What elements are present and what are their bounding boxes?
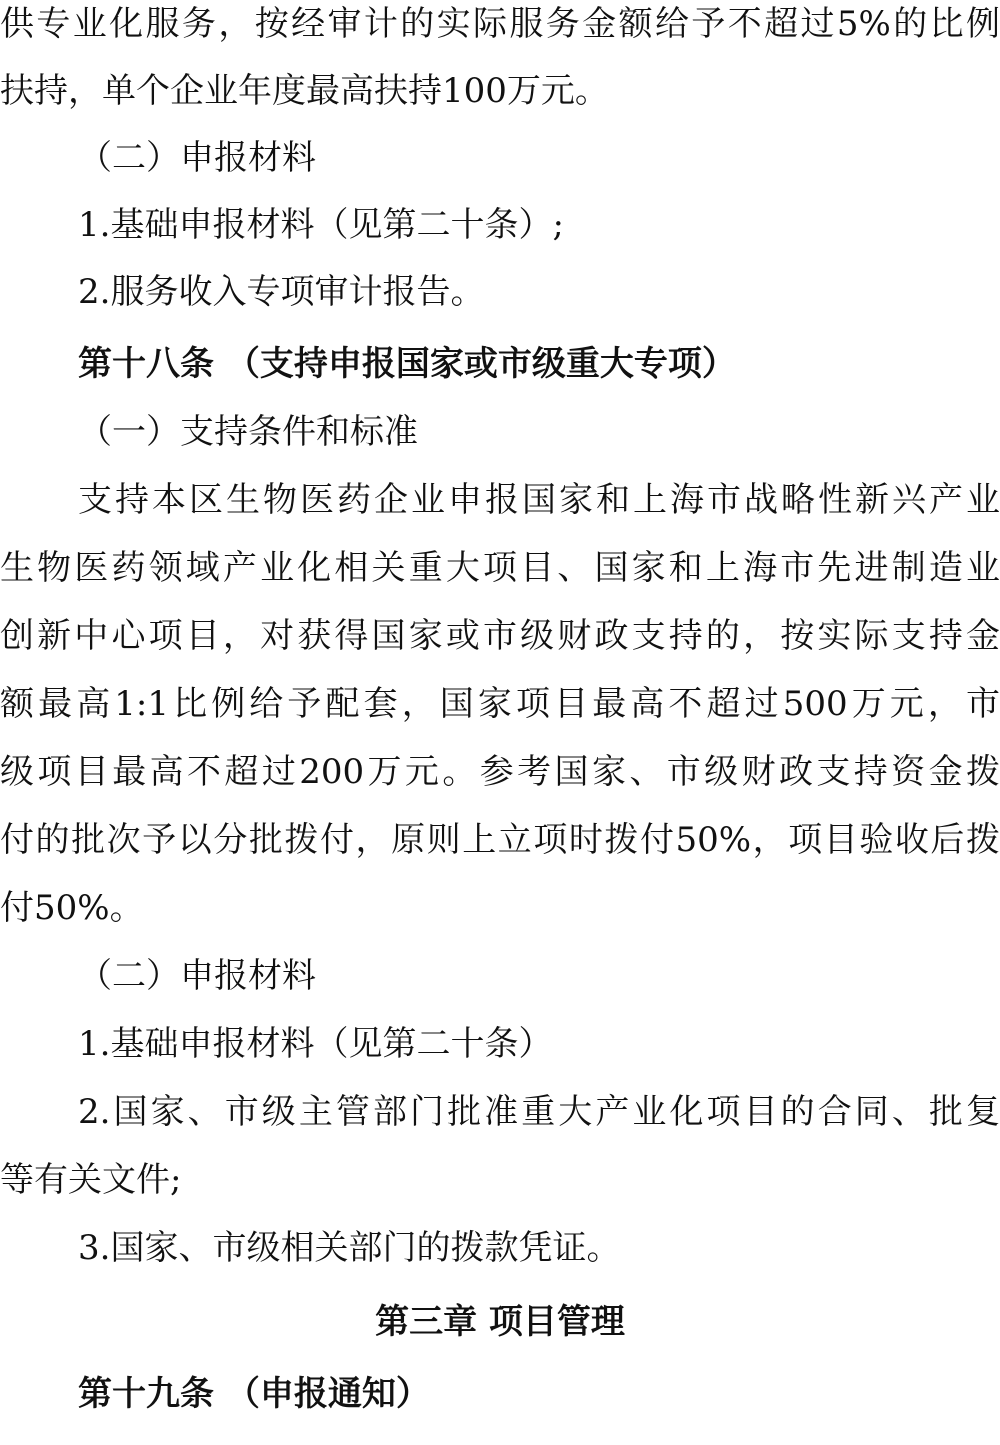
body-text-line: 生物医药领域产业化相关重大项目、国家和上海市先进制造业 bbox=[0, 548, 1000, 588]
subsection-heading: （一）支持条件和标准 bbox=[78, 412, 418, 452]
body-text-line: 级项目最高不超过200万元。参考国家、市级财政支持资金拨 bbox=[0, 752, 1000, 792]
body-text-line: 支持本区生物医药企业申报国家和上海市战略性新兴产业 bbox=[78, 480, 1000, 520]
list-item: 3.国家、市级相关部门的拨款凭证。 bbox=[78, 1228, 621, 1268]
article-heading: 第十八条 （支持申报国家或市级重大专项） bbox=[78, 344, 736, 384]
body-text-line: 扶持，单个企业年度最高扶持100万元。 bbox=[0, 71, 609, 111]
body-text-line: 付50%。 bbox=[0, 888, 144, 928]
list-item: 2.服务收入专项审计报告。 bbox=[78, 272, 485, 312]
list-item: 2.国家、市级主管部门批准重大产业化项目的合同、批复 bbox=[78, 1092, 1000, 1132]
chapter-heading: 第三章 项目管理 bbox=[375, 1302, 625, 1342]
body-text-line: 创新中心项目，对获得国家或市级财政支持的，按实际支持金 bbox=[0, 616, 1000, 656]
body-text-line: 付的批次予以分批拨付，原则上立项时拨付50%，项目验收后拨 bbox=[0, 820, 1000, 860]
subsection-heading: （二）申报材料 bbox=[78, 956, 316, 996]
body-text-line: 供专业化服务，按经审计的实际服务金额给予不超过5%的比例 bbox=[0, 4, 1000, 44]
article-heading: 第十九条 （申报通知） bbox=[78, 1374, 430, 1414]
list-item: 1.基础申报材料（见第二十条） bbox=[78, 1024, 553, 1064]
list-item: 1.基础申报材料（见第二十条）; bbox=[78, 205, 564, 245]
subsection-heading: （二）申报材料 bbox=[78, 138, 316, 178]
body-text-line: 等有关文件; bbox=[0, 1160, 182, 1200]
body-text-line: 额最高1:1比例给予配套，国家项目最高不超过500万元，市 bbox=[0, 684, 1000, 724]
